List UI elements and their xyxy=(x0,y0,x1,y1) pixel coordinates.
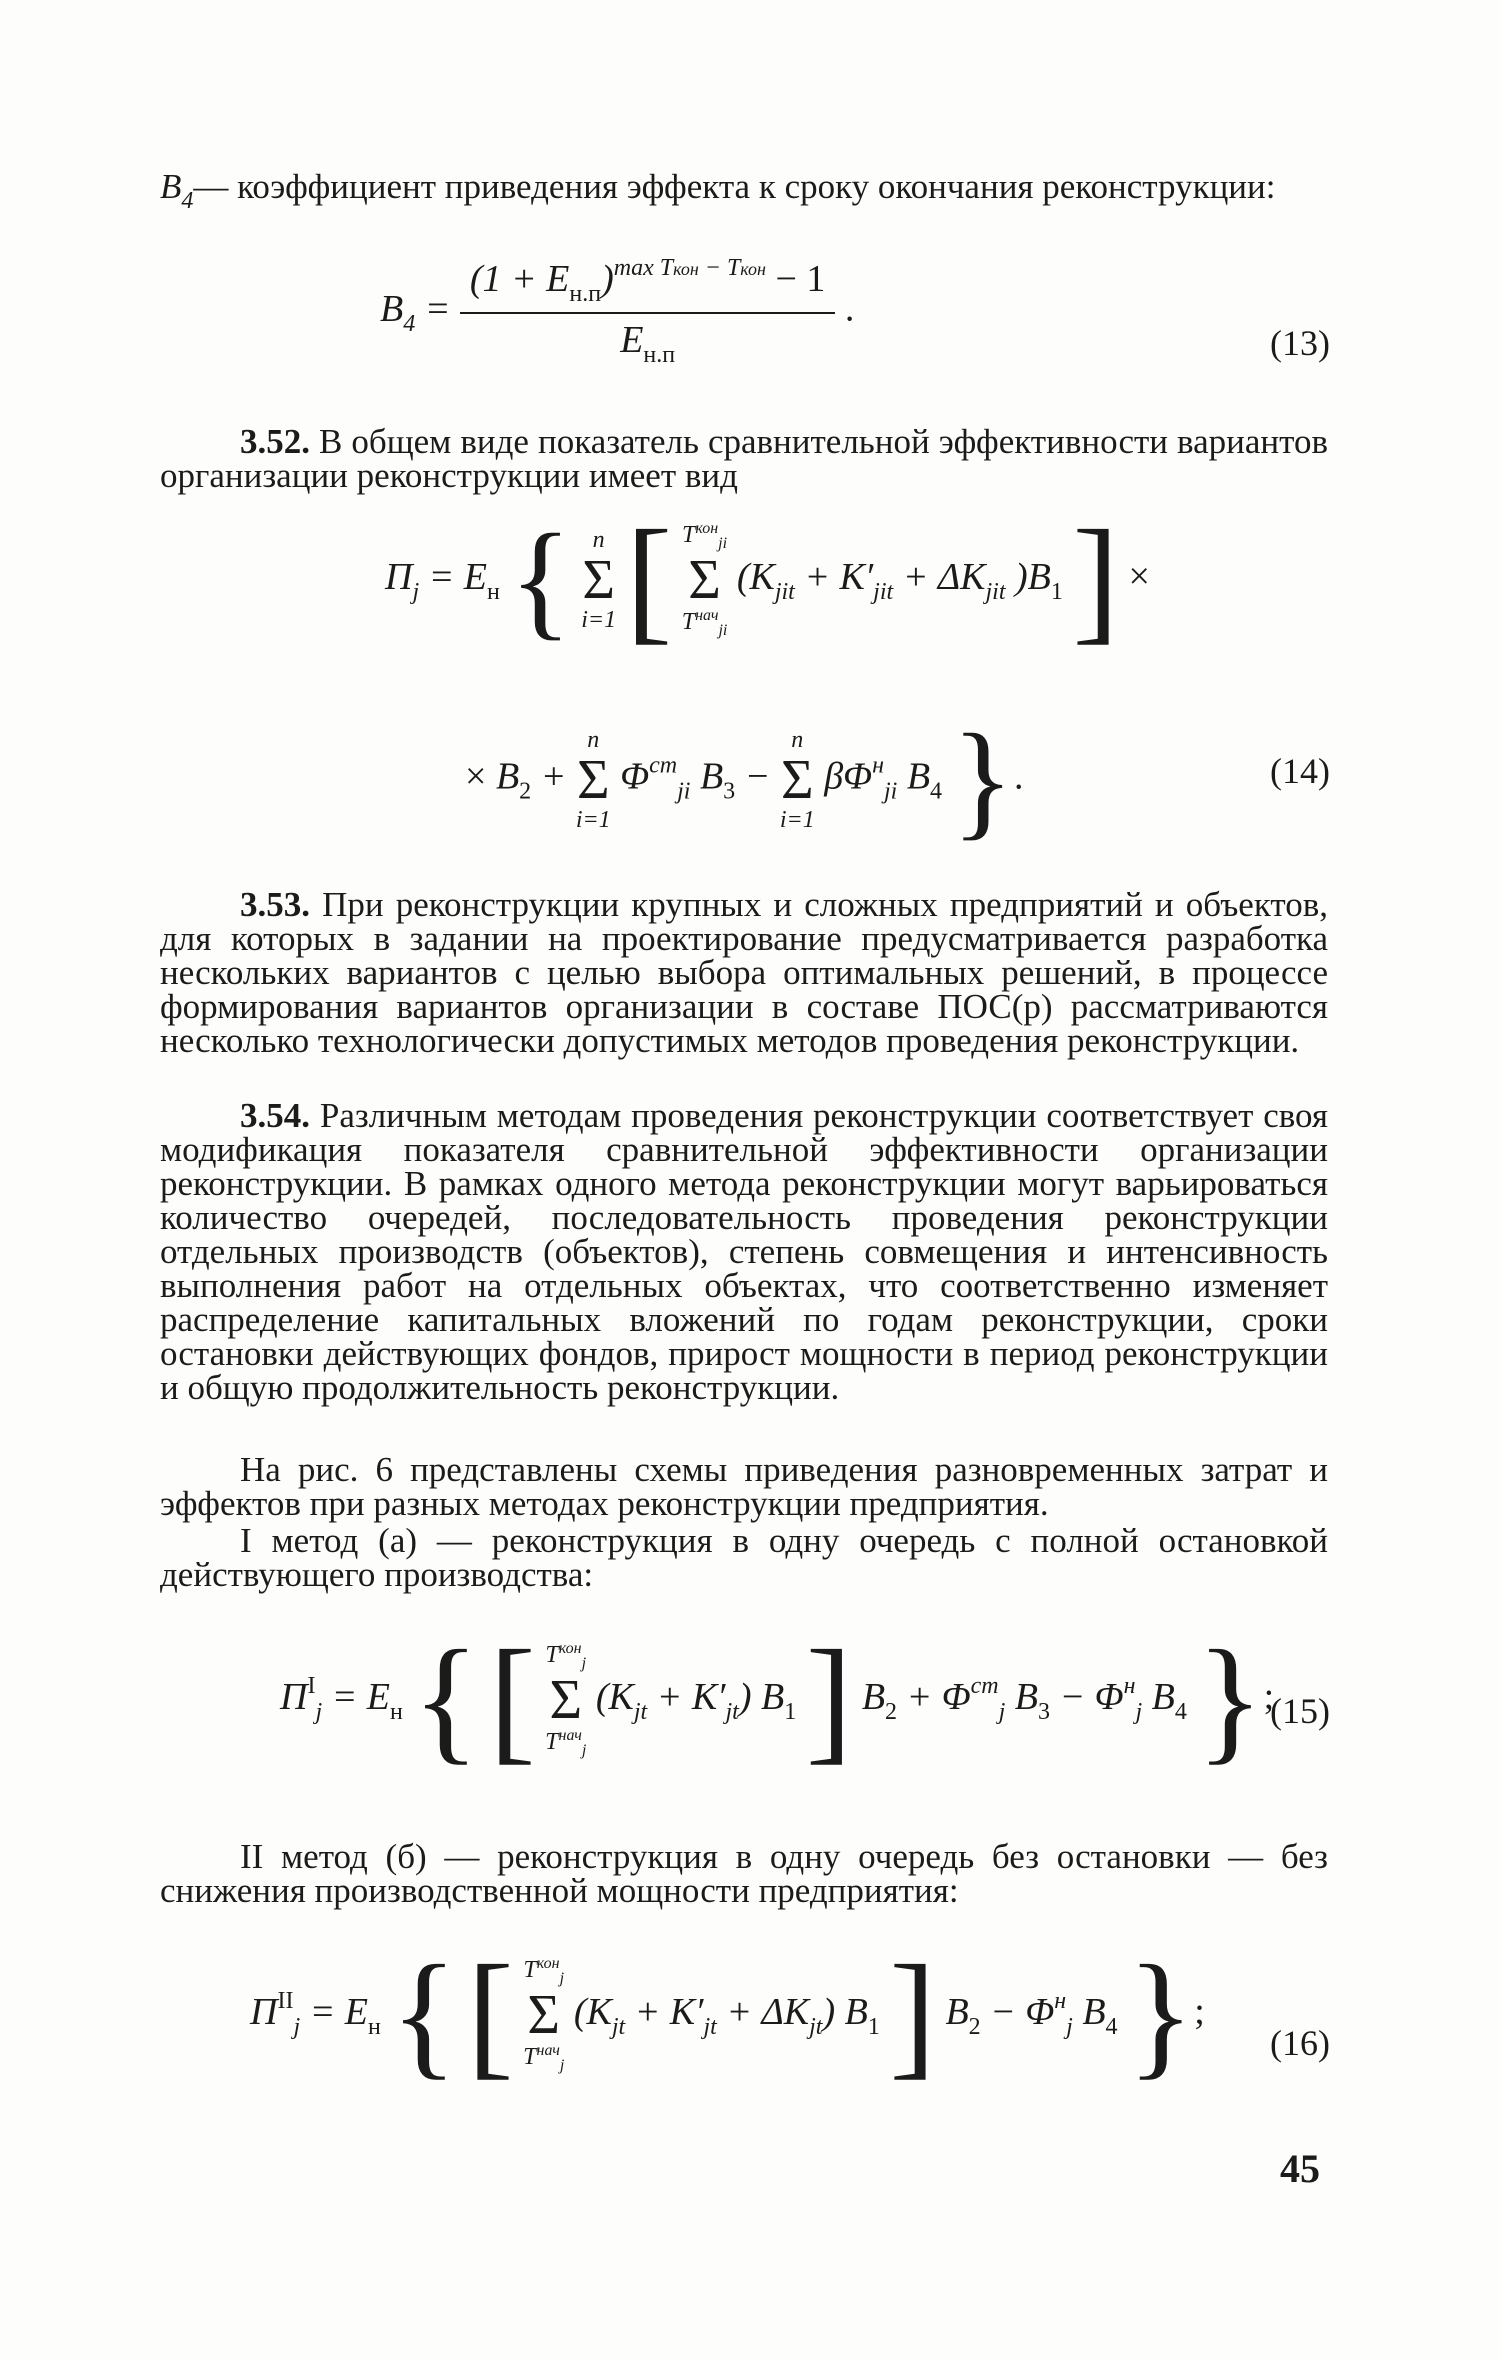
paragraph-3-52-text: В общем виде показатель сравнительной эффективности вариантов организации реконструкции имеет вид xyxy=(160,422,1328,495)
paragraph-3-52 xyxy=(160,422,1328,495)
equation-16: $П^{II}_j = E_н$ { [ $T^{кон}_j$ Σ $T^{нач}_j$ $(K_{jt} + K'_{jt} + \Delta K_{jt})$ $B_1$ ] $B_2 - \Phi^н_j$ $B_4$ }; xyxy=(250,1937,1205,2092)
equation-16-number: (16) xyxy=(1270,2023,1330,2063)
equation-14-line-2: × $B_2$ + n Σ i=1 $\Phi^{ст}_{ji}$ $B_3$ − n Σ i=1 $\beta\Phi^н_{ji}$ $B_4$ }. xyxy=(465,708,1024,852)
paragraph-method-1: I метод (а) — реконструкция в одну очередь с полной остановкой действующего производства: xyxy=(160,1521,1328,1594)
paragraph-3-54 xyxy=(160,1096,1328,1407)
equation-15: $П^I_j = E_н$ { [ $T^{кон}_j$ Σ $T^{нач}_j$ $(K_{jt} + K'_{jt})$ $B_1$ ] $B_2 + \Phi^{ст}_j$ $B_3 - \Phi^н_j$ $B_4$ }; xyxy=(280,1622,1275,1777)
paragraph-3-53 xyxy=(160,885,1328,1060)
page-number: 45 xyxy=(1280,2146,1320,2191)
equation-15-number: (15) xyxy=(1270,1691,1330,1731)
equation-14-line-1: $П_j = E_н$ { n Σ i=1 [ $T^{кон}_{ji}$ Σ $T^{нач}_{ji}$ ($K_{jit} + K'_{jit} + \Delta K_{jit}$ )$B_1$ ] × xyxy=(385,502,1150,657)
equation-13-number: (13) xyxy=(1270,323,1330,363)
paragraph-b4-text: — коэффициент приведения эффекта к сроку окончания реконструкции: xyxy=(193,167,1276,206)
paragraph-3-53-number: 3.53. xyxy=(240,885,310,924)
paragraph-3-52-number: 3.52. xyxy=(240,422,310,461)
paragraph-3-54-number: 3.54. xyxy=(240,1096,310,1135)
paragraph-3-54-text: Различным методам проведения реконструкции соответствует своя модификация показателя сравнительной эффективности организации реконструкции. В рамках одного метода реконструкции могут варьироваться количество очередей, последовательность проведения реконструкции отдельных производств (объектов), степень совмещения и интенсивность выполнения работ на отдельных объектах, что соответственно изменяет распределение капитальных вложений по годам реконструкции, сроки остановки действующих фондов, прирост мощности в период реконструкции и общую продолжительность реконструкции. xyxy=(160,1096,1328,1407)
equation-14-number: (14) xyxy=(1270,751,1330,791)
paragraph-3-53-text: При реконструкции крупных и сложных предприятий и объектов, для которых в задании на проектирование предусматривается разработка нескольких вариантов с целью выбора оптимальных решений, в процессе формирования вариантов организации в составе ПОС(р) рассматриваются несколько технологически допустимых методов проведения реконструкции. xyxy=(160,885,1328,1060)
equation-13: $B_4$ = $\frac{(1 + E_{н.п})^{max Tкон - Tкон} - 1}{E_{н.п}}$ . xyxy=(380,255,855,368)
paragraph-figure-6: На рис. 6 представлены схемы приведения разновременных затрат и эффектов при разных методах реконструкции предприятия. xyxy=(160,1450,1328,1523)
paragraph-b4-definition: $B_4—$ коэффициент приведения эффекта к сроку окончания реконструкции: xyxy=(160,167,1276,214)
paragraph-method-2: II метод (б) — реконструкция в одну очередь без остановки — без снижения производственной мощности предприятия: xyxy=(160,1837,1328,1910)
